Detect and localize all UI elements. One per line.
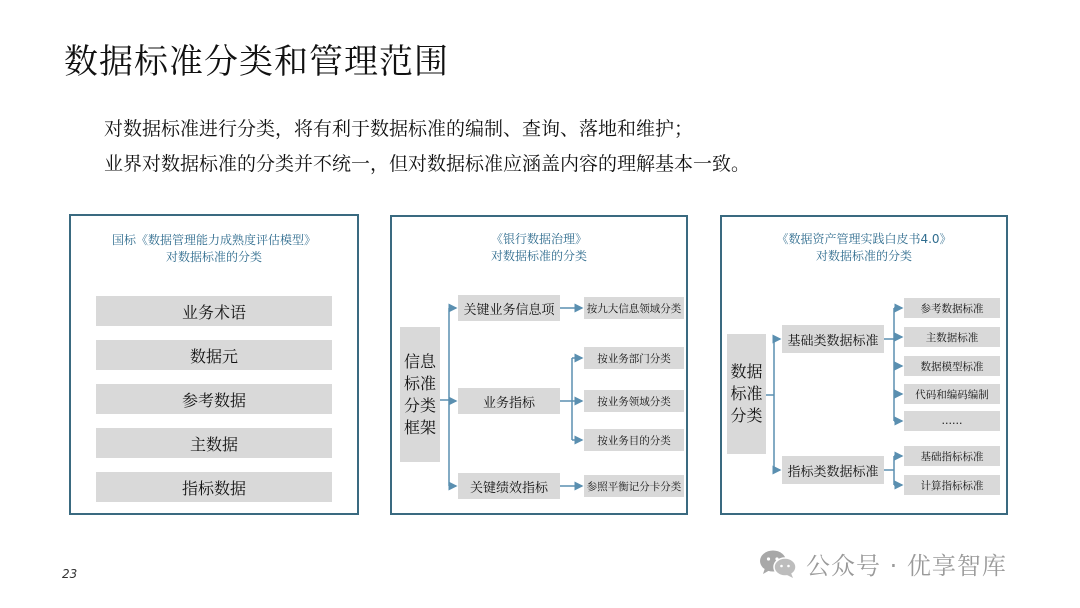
panel1-item: 数据元 <box>96 340 332 370</box>
panel2-branch: 业务指标 <box>458 388 560 414</box>
watermark-text: 公众号 · 优享智库 <box>806 552 1007 580</box>
panel-asset-whitepaper <box>720 215 1008 515</box>
panel2-branch: 关键绩效指标 <box>458 473 560 499</box>
panel3-leaf: 计算指标标准 <box>904 475 1000 495</box>
panel3-leaf: 代码和编码编制 <box>904 384 1000 404</box>
panel1-title-line2: 对数据标准的分类 <box>165 250 262 264</box>
panel-bank-governance <box>390 215 688 515</box>
panel1-item: 主数据 <box>96 428 332 458</box>
panel2-leaf: 参照平衡记分卡分类 <box>584 475 684 497</box>
intro-line-1: 对数据标准进行分类，将有利于数据标准的编制、查询、落地和维护； <box>104 118 694 140</box>
panel3-title-line1: 《数据资产管理实践白皮书4.0》 <box>776 232 952 246</box>
panel3-branch: 基础类数据标准 <box>782 325 884 353</box>
wechat-icon <box>758 548 798 580</box>
panel2-leaf: 按业务领域分类 <box>584 390 684 412</box>
panel2-root <box>400 327 440 462</box>
watermark <box>758 546 1007 581</box>
panel3-leaf: 参考数据标准 <box>904 298 1000 318</box>
panel3-leaf: 数据模型标准 <box>904 356 1000 376</box>
panel1-item: 参考数据 <box>96 384 332 414</box>
panel3-leaf: …… <box>904 411 1000 431</box>
panel2-root-label: 信息标准分类框架 <box>403 351 436 437</box>
panel3-title-line2: 对数据标准的分类 <box>815 249 912 263</box>
panel2-leaf: 按九大信息领域分类 <box>584 297 684 319</box>
panel2-leaf: 按业务目的分类 <box>584 429 684 451</box>
panel2-leaf: 按业务部门分类 <box>584 347 684 369</box>
panel1-item: 业务术语 <box>96 296 332 326</box>
panel2-title-line1: 《银行数据治理》 <box>490 232 587 246</box>
panel2-branch: 关键业务信息项 <box>458 295 560 321</box>
panel2-title-line2: 对数据标准的分类 <box>490 249 587 263</box>
panel3-leaf: 主数据标准 <box>904 327 1000 347</box>
slide-title: 数据标准分类和管理范围 <box>64 42 449 82</box>
page-number: 23 <box>62 567 78 581</box>
panel3-root <box>727 334 766 454</box>
panel3-branch: 指标类数据标准 <box>782 456 884 484</box>
panel3-leaf: 基础指标标准 <box>904 446 1000 466</box>
panel3-root-label: 数据标准分类 <box>730 362 763 425</box>
panel1-title-line1: 国标《数据管理能力成熟度评估模型》 <box>111 233 316 247</box>
panel-national-standard <box>69 214 359 515</box>
intro-line-2: 业界对数据标准的分类并不统一，但对数据标准应涵盖内容的理解基本一致。 <box>104 153 751 175</box>
panel1-item: 指标数据 <box>96 472 332 502</box>
